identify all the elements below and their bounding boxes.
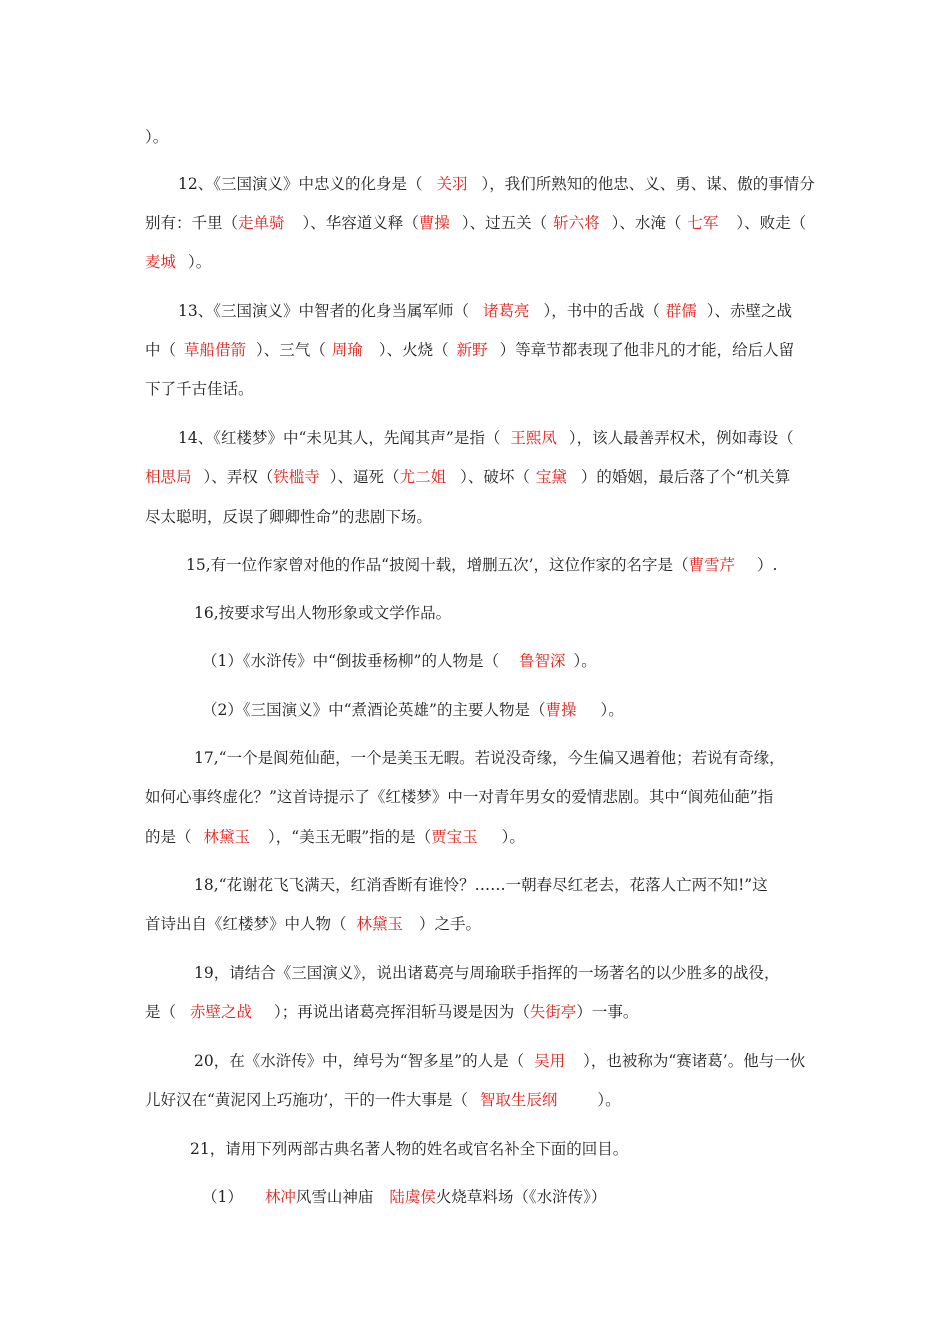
answer-text: 诸葛亮	[482, 302, 530, 320]
answer-text: 鲁智深	[518, 652, 566, 670]
q12-line1: 12、《三国演义》中忠义的化身是（ 关羽 ），我们所熟知的他忠、义、勇、谋、傲的事情分	[178, 175, 815, 193]
answer-text: 失街亭	[529, 1003, 577, 1021]
answer-text: 相思局	[145, 468, 192, 486]
q14-line1: 14、《红楼梦》中“未见其人，先闻其声”是指（ 王熙凤 ），该人最善弄权术，例如毒设（	[178, 429, 794, 447]
q14-line2: 相思局 ）、弄权（铁槛寺 ）、逼死（尤二姐 ）、破坏（ 宝黛 ）的婚姻，最后落了个“机关算	[145, 468, 791, 486]
answer-text: 吴用	[534, 1052, 566, 1070]
q16-sub1: （1）《水浒传》中“倒拔垂杨柳”的人物是（ 鲁智深 ）。	[202, 652, 597, 670]
answer-text: 曹操	[418, 214, 450, 232]
q20-line2: 儿好汉在“黄泥冈上巧施功’，干的一件大事是（ 智取生辰纲 ）。	[145, 1091, 621, 1109]
answer-text: 陆虞侯	[389, 1188, 436, 1206]
q18-line1: 18,“花谢花飞飞满天，红消香断有谁怜？……一朝春尽红老去，花落人亡两不知!”这	[194, 876, 768, 894]
q12-line3: 麦城 ）。	[145, 253, 212, 271]
answer-text: 铁槛寺	[273, 468, 320, 486]
q16-title: 16,按要求写出人物形象或文学作品。	[194, 604, 452, 622]
answer-text: 草船借箭	[184, 341, 247, 359]
answer-text: 走单骑	[238, 214, 285, 232]
q14-line3: 尽太聪明，反误了卿卿性命”的悲剧下场。	[145, 508, 432, 526]
q15-line: 15,有一位作家曾对他的作品“披阅十载，增删五次’，这位作家的名字是（曹雪芹 ）.	[186, 556, 778, 574]
answer-text: 新野	[456, 341, 488, 359]
answer-text: 林冲	[264, 1188, 296, 1206]
q13-line3: 下了千古佳话。	[145, 380, 254, 398]
answer-text: 尤二姐	[399, 468, 447, 486]
answer-text: 林黛玉	[356, 915, 404, 933]
q17-line1: 17,“一个是阆苑仙葩，一个是美玉无暇。若说没奇缘，今生偏又遇着他；若说有奇缘，	[194, 749, 785, 767]
q11-tail: ）。	[145, 128, 169, 146]
answer-text: 林黛玉	[203, 828, 251, 846]
q19-line2: 是（ 赤壁之战 ）；再说出诸葛亮挥泪斩马谡是因为（失街亭）一事。	[145, 1003, 639, 1021]
q21-title: 21，请用下列两部古典名著人物的姓名或官名补全下面的回目。	[190, 1140, 629, 1158]
answer-text: 七军	[687, 214, 719, 232]
answer-text: 麦城	[145, 253, 177, 271]
answer-text: 王熙凤	[510, 429, 557, 447]
q21-sub1: （1） 林冲风雪山神庙 陆虞侯火烧草料场（《水浒传》）	[202, 1188, 607, 1206]
q12-line2: 别有：千里（走单骑 ）、华容道义释（曹操 ）、过五关（ 斩六将 ）、水淹（ 七军 ）、败走（	[145, 214, 807, 232]
answer-text: 曹操	[545, 701, 577, 719]
q20-line1: 20，在《水浒传》中，绰号为“智多星”的人是（ 吴用 ），也被称为“赛诸葛’。他与一伙	[194, 1052, 806, 1070]
answer-text: 群儒	[665, 302, 697, 320]
q18-line2: 首诗出自《红楼梦》中人物（ 林黛玉 ）之手。	[145, 915, 482, 933]
q17-line2: 如何心事终虚化？”这首诗提示了《红楼梦》中一对青年男女的爱情悲剧。其中“阆苑仙葩”指	[145, 788, 774, 806]
answer-text: 周瑜	[331, 341, 363, 359]
answer-text: 曹雪芹	[688, 556, 736, 574]
q19-line1: 19，请结合《三国演义》，说出诸葛亮与周瑜联手指挥的一场著名的以少胜多的战役，	[194, 964, 780, 982]
answer-text: 关羽	[436, 175, 468, 193]
q17-line3: 的是（ 林黛玉 ），“美玉无暇”指的是（贾宝玉 ）。	[145, 828, 525, 846]
answer-text: 斩六将	[553, 214, 600, 232]
q16-sub2: （2）《三国演义》中“煮酒论英雄”的主要人物是（曹操 ）。	[202, 701, 624, 719]
q13-line2: 中（ 草船借箭 ）、三气（ 周瑜 ）、火烧（ 新野 ）等章节都表现了他非凡的才能，给后人留	[145, 341, 795, 359]
answer-text: 赤壁之战	[190, 1003, 253, 1021]
answer-text: 智取生辰纲	[479, 1091, 558, 1109]
answer-text: 宝黛	[535, 468, 567, 486]
answer-text: 贾宝玉	[431, 828, 478, 846]
q13-line1: 13、《三国演义》中智者的化身当属军师（ 诸葛亮 ），书中的舌战（ 群儒 ）、赤壁之战	[178, 302, 793, 320]
